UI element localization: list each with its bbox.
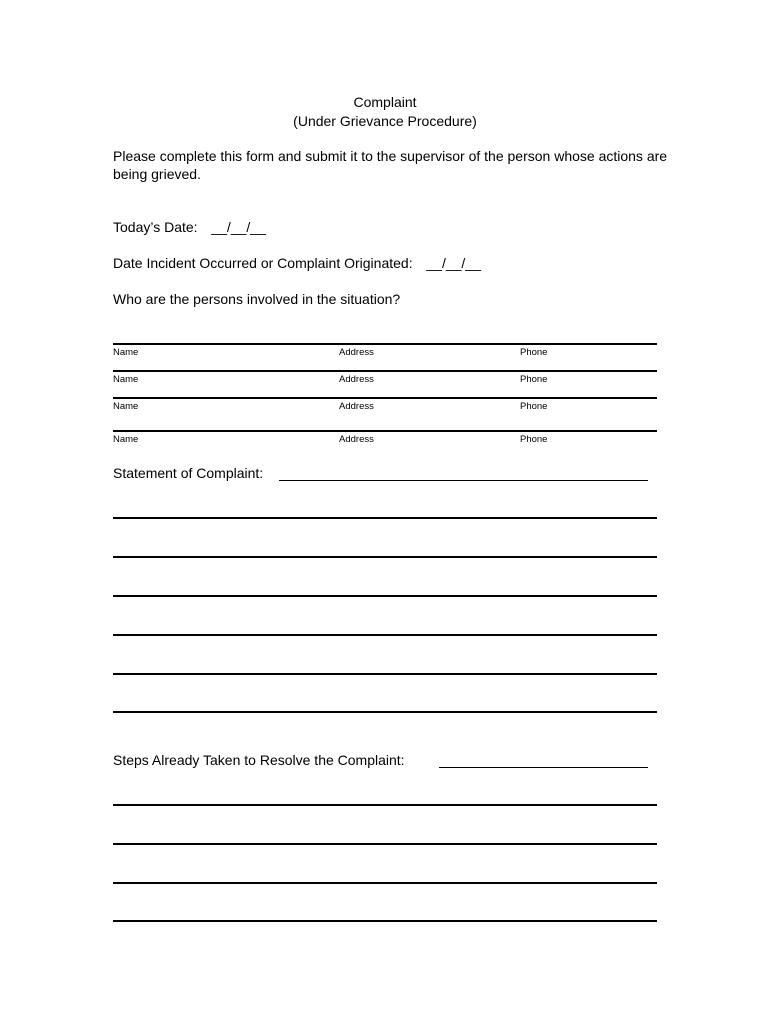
form-subtitle: (Under Grievance Procedure) — [293, 113, 477, 129]
statement-line-5[interactable] — [113, 673, 657, 675]
statement-line-6[interactable] — [113, 711, 657, 713]
person-row-4-line[interactable] — [113, 430, 657, 432]
todays-date-blank[interactable]: __/__/__ — [211, 219, 266, 235]
person-row-2-phone-label: Phone — [520, 374, 548, 385]
todays-date-field[interactable] — [113, 218, 266, 236]
person-row-1-phone-label: Phone — [520, 347, 548, 358]
person-row-1-address-label: Address — [339, 347, 374, 358]
person-row-2-address-label: Address — [339, 374, 374, 385]
steps-input-line[interactable] — [439, 767, 648, 768]
person-row-3-name-label: Name — [113, 401, 139, 412]
statement-line-4[interactable] — [113, 634, 657, 636]
steps-line-1[interactable] — [113, 804, 657, 806]
statement-line-2[interactable] — [113, 556, 657, 558]
steps-line-2[interactable] — [113, 843, 657, 845]
steps-line-3[interactable] — [113, 882, 657, 884]
todays-date-label: Today’s Date: — [113, 219, 198, 235]
person-row-2-name-label: Name — [113, 374, 139, 385]
steps-label: Steps Already Taken to Resolve the Complaint: — [113, 752, 405, 768]
person-row-3-phone-label: Phone — [520, 401, 548, 412]
person-row-2-line[interactable] — [113, 370, 657, 372]
instructions-text: Please complete this form and submit it to the supervisor of the person whose actions are being grieved. — [113, 148, 668, 182]
statement-label: Statement of Complaint: — [113, 465, 264, 481]
statement-input-line[interactable] — [279, 480, 648, 481]
person-row-4-phone-label: Phone — [520, 434, 548, 445]
persons-question: Who are the persons involved in the situation? — [113, 291, 401, 307]
incident-date-label: Date Incident Occurred or Complaint Originated: — [113, 255, 413, 271]
person-row-1-line[interactable] — [113, 343, 657, 345]
statement-line-1[interactable] — [113, 517, 657, 519]
steps-line-4[interactable] — [113, 920, 657, 922]
person-row-3-line[interactable] — [113, 397, 657, 399]
incident-date-blank[interactable]: __/__/__ — [426, 255, 481, 271]
person-row-4-name-label: Name — [113, 434, 139, 445]
person-row-1-name-label: Name — [113, 347, 139, 358]
person-row-3-address-label: Address — [339, 401, 374, 412]
person-row-4-address-label: Address — [339, 434, 374, 445]
form-title: Complaint — [353, 94, 417, 110]
incident-date-field[interactable] — [113, 254, 481, 272]
statement-line-3[interactable] — [113, 595, 657, 597]
